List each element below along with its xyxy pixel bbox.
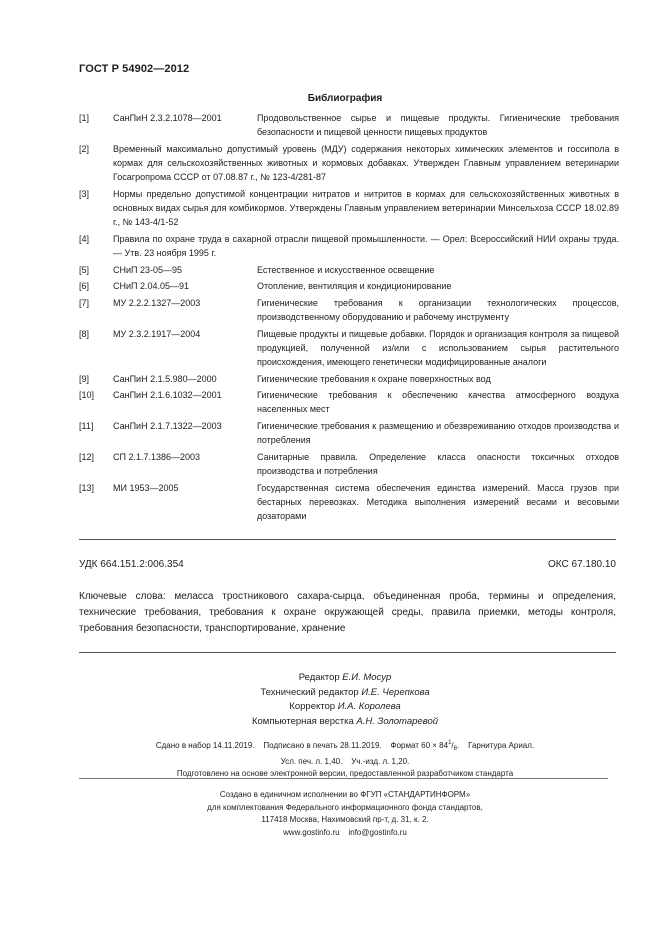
- standard-number: ГОСТ Р 54902—2012: [79, 63, 190, 75]
- print-info-line: Подготовлено на основе электронной версии, предоставленной разработчиком стандарта: [176, 769, 514, 778]
- bibliography-entry: [79, 279, 619, 293]
- entry-text: Естественное и искусственное освещение: [257, 264, 435, 275]
- bibliography-entry: [79, 481, 619, 524]
- credit-name: Е.И. Мосур: [342, 672, 392, 683]
- credit-label: Корректор: [289, 701, 336, 712]
- entry-number: [11]: [79, 420, 94, 431]
- print-info-block: [0, 737, 661, 781]
- entry-code: СНиП 2.04.05—91: [113, 281, 190, 292]
- publisher-block: [0, 789, 661, 839]
- bibliography-entry: [79, 187, 619, 230]
- entry-text: Гигиенические требования к охране поверхностных вод: [257, 373, 491, 384]
- print-font: . Гарнитура Ариал.: [456, 741, 535, 750]
- entry-number: [8]: [79, 328, 90, 339]
- entry-text: Правила по охране труда в сахарной отрасли пищевой промышленности. — Орел: Всероссийский НИИ охраны труда. — Утв. 23 ноября 1995 г.: [113, 233, 619, 258]
- bibliography-entry: [79, 232, 619, 260]
- print-info-line: Усл. печ. л. 1,40. Уч.-изд. л. 1,20.: [280, 756, 410, 766]
- bibliography-entry: [79, 419, 619, 447]
- entry-text: Продовольственное сырье и пищевые продукты. Гигиенические требования безопасности и пищевой ценности пищевых продуктов: [257, 113, 619, 138]
- publisher-line: www.gostinfo.ru info@gostinfo.ru: [283, 827, 407, 837]
- entry-number: [10]: [79, 390, 95, 401]
- bibliography-entry: [79, 388, 619, 416]
- bibliography-entry: [79, 263, 619, 277]
- credit-editor: [0, 671, 661, 686]
- entry-number: [1]: [79, 113, 90, 123]
- entry-text: Временный максимально допустимый уровень (МДУ) содержания некоторых химических элементов и госсипола в кормах для сельскохозяйственных животных и кормовых добавках. Утвержден Главным управлением ветеринарии Госагропрома СССР от 07.08.87 г., № 123-4/281-87: [113, 143, 619, 183]
- credit-label: Компьютерная верстка: [251, 715, 354, 727]
- print-info-line: [0, 737, 661, 756]
- publisher-line: 117418 Москва, Нахимовский пр-т, д. 31, к. 2.: [261, 815, 429, 824]
- entry-text: Санитарные правила. Определение класса опасности токсичных отходов производства и потребления: [257, 451, 619, 476]
- print-dates: Сдано в набор 14.11.2019. Подписано в печать 28.11.2019. Формат 60 × 84: [155, 741, 449, 750]
- bibliography-list: [79, 111, 619, 526]
- publisher-line: Создано в единичном исполнении во ФГУП «СТАНДАРТИНФОРМ»: [219, 790, 471, 799]
- entry-code: МИ 1953—2005: [113, 482, 179, 493]
- entry-number: [12]: [79, 451, 95, 462]
- credit-layout: [0, 715, 661, 730]
- entry-number: [4]: [79, 233, 90, 244]
- entry-number: [6]: [79, 281, 90, 292]
- entry-text: Гигиенические требования к организации технологических процессов, производственному оборудованию и рабочему инструменту: [257, 297, 619, 322]
- credit-name: А.Н. Золотаревой: [356, 715, 439, 727]
- entry-number: [7]: [79, 297, 90, 308]
- entry-text: Гигиенические требования к обеспечению качества атмосферного воздуха населенных мест: [257, 390, 619, 415]
- entry-code: МУ 2.3.2.1917—2004: [113, 328, 201, 339]
- credit-label: Технический редактор: [260, 686, 359, 698]
- oks-code: ОКС 67.180.10: [548, 559, 616, 570]
- format-fraction-numerator: 1: [448, 740, 452, 746]
- entry-code: СНиП 23-05—95: [113, 264, 183, 275]
- bibliography-entry: [79, 450, 619, 478]
- entry-text: Гигиенические требования к размещению и обезвреживанию отходов производства и потребления: [257, 420, 619, 446]
- bibliography-entry: [79, 296, 619, 324]
- credit-tech-editor: [0, 686, 661, 701]
- publisher-line: для комплектования Федерального информационного фонда стандартов,: [207, 802, 483, 812]
- credits-block: [0, 671, 661, 729]
- bibliography-title: Библиография: [307, 93, 383, 104]
- entry-code: СанПиН 2.3.2.1078—2001: [113, 113, 222, 123]
- entry-text: Государственная система обеспечения единства измерений. Масса грузов при бестарных перевозках. Методика выполнения измерений весами и весовыми дозаторами: [257, 482, 619, 521]
- entry-code: СанПиН 2.1.5.980—2000: [113, 373, 217, 384]
- bibliography-entry: [79, 142, 619, 185]
- credit-corrector: [0, 700, 661, 715]
- bibliography-entry: [79, 327, 619, 370]
- entry-text: Пищевые продукты и пищевые добавки. Порядок и организация контроля за пищевой продукцией, полученной из/или с использованием сырья растительного происхождения, имеющего генетически модифицированные аналоги: [257, 328, 619, 367]
- udk-code: УДК 664.151.2:006.354: [79, 559, 184, 570]
- entry-code: СанПиН 2.1.6.1032—2001: [113, 390, 222, 401]
- entry-text: Отопление, вентиляция и кондиционирование: [257, 281, 452, 292]
- divider-line: [79, 778, 608, 779]
- entry-code: СП 2.1.7.1386—2003: [113, 451, 201, 462]
- entry-number: [3]: [79, 188, 90, 199]
- bibliography-entry: [79, 111, 619, 139]
- divider-line: [79, 539, 616, 540]
- format-fraction-separator: /: [451, 741, 454, 750]
- entry-number: [9]: [79, 373, 90, 384]
- credit-label: Редактор: [298, 672, 340, 683]
- divider-line: [79, 652, 616, 653]
- entry-code: МУ 2.2.2.1327—2003: [113, 297, 201, 308]
- credit-name: И.Е. Черепкова: [361, 686, 430, 698]
- entry-code: СанПиН 2.1.7.1322—2003: [113, 420, 222, 431]
- entry-number: [2]: [79, 143, 90, 154]
- entry-number: [13]: [79, 482, 95, 493]
- bibliography-entry: [79, 372, 619, 386]
- keywords-paragraph: Ключевые слова: меласса тростникового сахара-сырца, объединенная проба, термины и определения, технические требования, требования к охране окружающей среды, правила приемки, методы контроля, требования безопасности, транспортирование, хранение: [79, 591, 616, 634]
- format-fraction-denominator: 8: [453, 746, 457, 752]
- entry-text: Нормы предельно допустимой концентрации нитратов и нитритов в кормах для сельскохозяйственных животных в основных видах сырья для комбикормов. Утверждены Главным управлением ветеринарии Минсельхоза СССР 18.02.89 г., № 143-4/1-52: [113, 188, 619, 228]
- entry-number: [5]: [79, 264, 90, 275]
- credit-name: И.А. Королева: [337, 701, 401, 712]
